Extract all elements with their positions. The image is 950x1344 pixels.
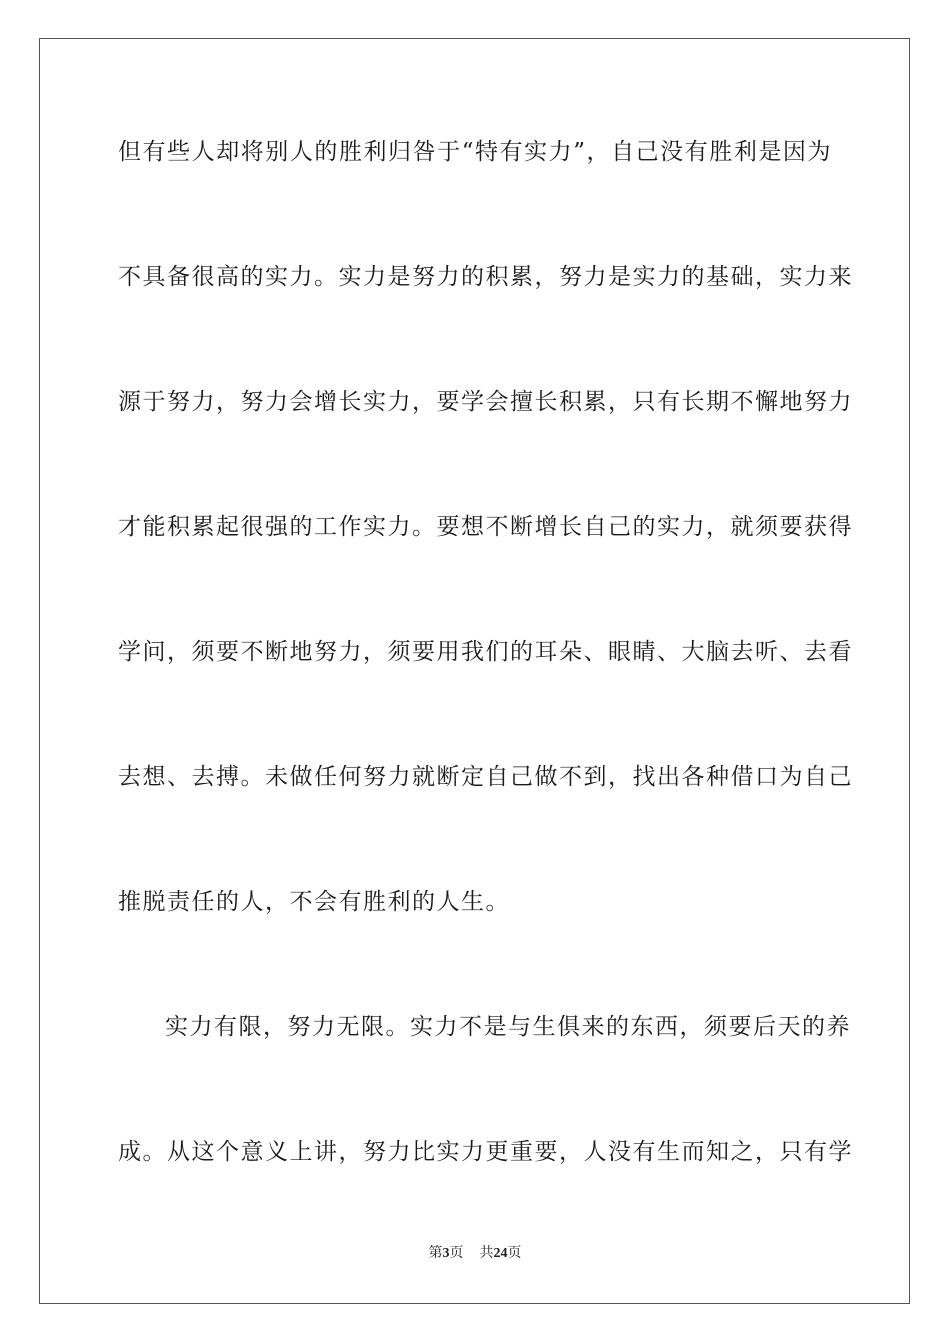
page-label-suffix: 页 bbox=[449, 1245, 464, 1261]
page-footer bbox=[0, 1243, 950, 1264]
total-label-suffix: 页 bbox=[507, 1245, 522, 1261]
total-page-count: 24 bbox=[493, 1246, 508, 1261]
page-border bbox=[39, 38, 910, 1304]
page-label-prefix: 第 bbox=[428, 1245, 443, 1261]
body-text-line: 学问，须要不断地努力，须要用我们的耳朵、眼睛、大脑去听、去看 bbox=[118, 639, 853, 665]
body-text-line: 去想、去搏。未做任何努力就断定自己做不到，找出各种借口为自己 bbox=[118, 764, 853, 790]
body-text-line: 成。从这个意义上讲，努力比实力更重要，人没有生而知之，只有学 bbox=[118, 1139, 853, 1165]
current-page-number: 3 bbox=[442, 1246, 450, 1261]
body-text-line: 但有些人却将别人的胜利归咎于“特有实力”，自己没有胜利是因为 bbox=[118, 139, 832, 165]
total-label-prefix: 共 bbox=[479, 1245, 494, 1261]
body-text-line: 不具备很高的实力。实力是努力的积累，努力是实力的基础，实力来 bbox=[118, 264, 853, 290]
body-text-line-paragraph-end: 推脱责任的人，不会有胜利的人生。 bbox=[118, 889, 510, 915]
body-text-line-paragraph-start: 实力有限，努力无限。实力不是与生俱来的东西，须要后天的养 bbox=[165, 1014, 851, 1040]
body-text-line: 才能积累起很强的工作实力。要想不断增长自己的实力，就须要获得 bbox=[118, 514, 853, 540]
body-text-line: 源于努力，努力会增长实力，要学会擅长积累，只有长期不懈地努力 bbox=[118, 389, 853, 415]
